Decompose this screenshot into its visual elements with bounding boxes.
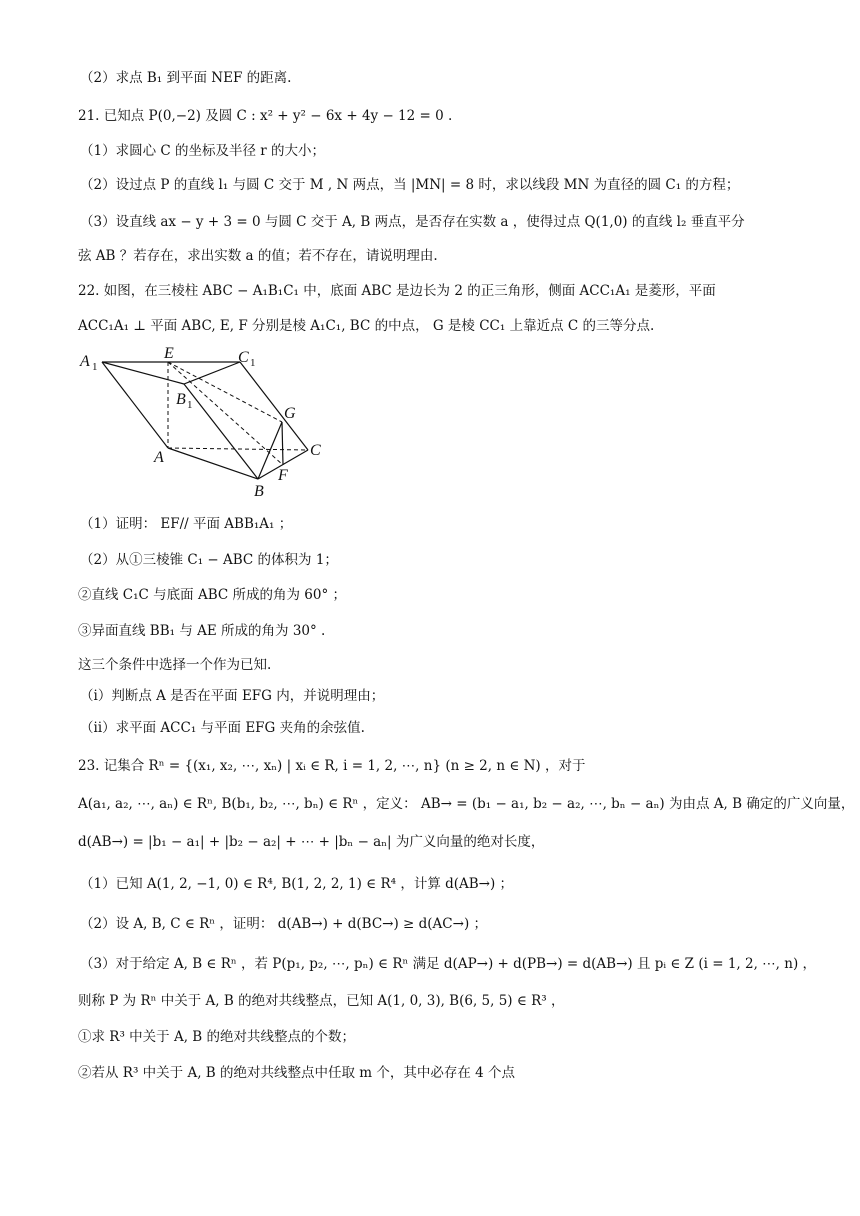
edge-a-c-hidden xyxy=(168,448,308,450)
label-b1: B xyxy=(176,391,186,408)
edge-b1-b xyxy=(184,384,258,479)
q23-part2: （2）设 A, B, C ∈ Rⁿ ，证明： d(AB→) + d(BC→) ≥ d(AC→) ； xyxy=(80,916,487,932)
label-b1-sub: 1 xyxy=(187,399,193,411)
label-e: E xyxy=(164,345,174,362)
q22-stem-line2: ACC₁A₁ ⊥ 平面 ABC, E, F 分别是棱 A₁C₁, BC 的中点， G 是棱 CC₁ 上靠近点 C 的三等分点. xyxy=(78,318,655,334)
prism-diagram xyxy=(72,344,342,504)
label-c: C xyxy=(310,442,321,459)
q22-part-ii: （ⅱ）求平面 ACC₁ 与平面 EFG 夹角的余弦值. xyxy=(80,720,365,736)
q22-choose: 这三个条件中选择一个作为已知. xyxy=(78,657,272,673)
q23-part1: （1）已知 A(1, 2, −1, 0) ∈ R⁴, B(1, 2, 2, 1) ∈ R⁴ ，计算 d(AB→) ； xyxy=(80,876,514,892)
prism-figure xyxy=(72,344,342,508)
label-c1: C xyxy=(238,349,249,366)
q23-part3-item1: ①求 R³ 中关于 A, B 的绝对共线整点的个数； xyxy=(78,1029,355,1045)
label-a1-sub: 1 xyxy=(92,361,98,373)
q23-stem-line1: 23. 记集合 Rⁿ = {(x₁, x₂, ⋯, xₙ) | xᵢ ∈ R, i = 1, 2, ⋯, n} (n ≥ 2, n ∈ N) ，对于 xyxy=(78,758,586,774)
q23-part3-item2: ②若从 R³ 中关于 A, B 的绝对共线整点中任取 m 个，其中必存在 4 个点 xyxy=(78,1065,516,1081)
q21-part1: （1）求圆心 C 的坐标及半径 r 的大小； xyxy=(80,143,326,159)
edge-c1-c xyxy=(240,362,308,450)
edge-e-f-hidden xyxy=(168,362,283,465)
label-g: G xyxy=(284,405,296,422)
label-a1: A xyxy=(80,353,90,370)
q22-part2: （2）从①三棱锥 C₁ − ABC 的体积为 1； xyxy=(80,552,338,568)
q21-part2: （2）设过点 P 的直线 l₁ 与圆 C 交于 M , N 两点，当 |MN| = 8 时，求以线段 MN 为直径的圆 C₁ 的方程； xyxy=(80,177,740,193)
q22-stem-line1: 22. 如图，在三棱柱 ABC − A₁B₁C₁ 中，底面 ABC 是边长为 2 的正三角形，侧面 ACC₁A₁ 是菱形，平面 xyxy=(78,283,716,299)
edge-a-b xyxy=(168,448,258,479)
edge-a1-b1 xyxy=(102,362,184,384)
label-b: B xyxy=(254,483,264,500)
q22-part-i: （ⅰ）判断点 A 是否在平面 EFG 内，并说明理由； xyxy=(80,688,385,704)
q22-part1: （1）证明： EF// 平面 ABB₁A₁ ； xyxy=(80,516,293,532)
edge-g-f xyxy=(282,422,283,465)
q22-condition2: ②直线 C₁C 与底面 ABC 所成的角为 60° ； xyxy=(78,587,346,603)
q21-part3-line2: 弦 AB ？若存在，求出实数 a 的值；若不存在，请说明理由. xyxy=(78,248,438,264)
edge-a1-a xyxy=(102,362,168,448)
q21-part3-line1: （3）设直线 ax − y + 3 = 0 与圆 C 交于 A, B 两点，是否存在实数 a ，使得过点 Q(1,0) 的直线 l₂ 垂直平分 xyxy=(80,214,745,230)
q20-part2: （2）求点 B₁ 到平面 NEF 的距离. xyxy=(80,70,292,86)
q22-condition3: ③异面直线 BB₁ 与 AE 所成的角为 30° . xyxy=(78,623,326,639)
label-c1-sub: 1 xyxy=(250,357,256,369)
q23-part3-line2: 则称 P 为 Rⁿ 中关于 A, B 的绝对共线整点，已知 A(1, 0, 3), B(6, 5, 5) ∈ R³ ， xyxy=(78,993,565,1009)
q23-stem-line3: d(AB→) = |b₁ − a₁| + |b₂ − a₂| + ⋯ + |bₙ − aₙ| 为广义向量的绝对长度， xyxy=(78,834,545,850)
label-a: A xyxy=(154,449,164,466)
edge-b1-c1 xyxy=(184,362,240,384)
q21-stem: 21. 已知点 P(0,−2) 及圆 C : x² + y² − 6x + 4y − 12 = 0 . xyxy=(78,108,453,124)
q23-stem-line2: A(a₁, a₂, ⋯, aₙ) ∈ Rⁿ, B(b₁, b₂, ⋯, bₙ) ∈ Rⁿ ，定义： AB→ = (b₁ − a₁, b₂ − a₂, ⋯, bₙ − aₙ) 为由点 A, B 确定的广义向量， xyxy=(78,796,855,812)
q23-part3-line1: （3）对于给定 A, B ∈ Rⁿ ，若 P(p₁, p₂, ⋯, pₙ) ∈ Rⁿ 满足 d(AP→) + d(PB→) = d(AB→) 且 pᵢ ∈ Z (i = 1, 2, ⋯, n) ， xyxy=(80,956,817,972)
label-f: F xyxy=(278,467,288,484)
